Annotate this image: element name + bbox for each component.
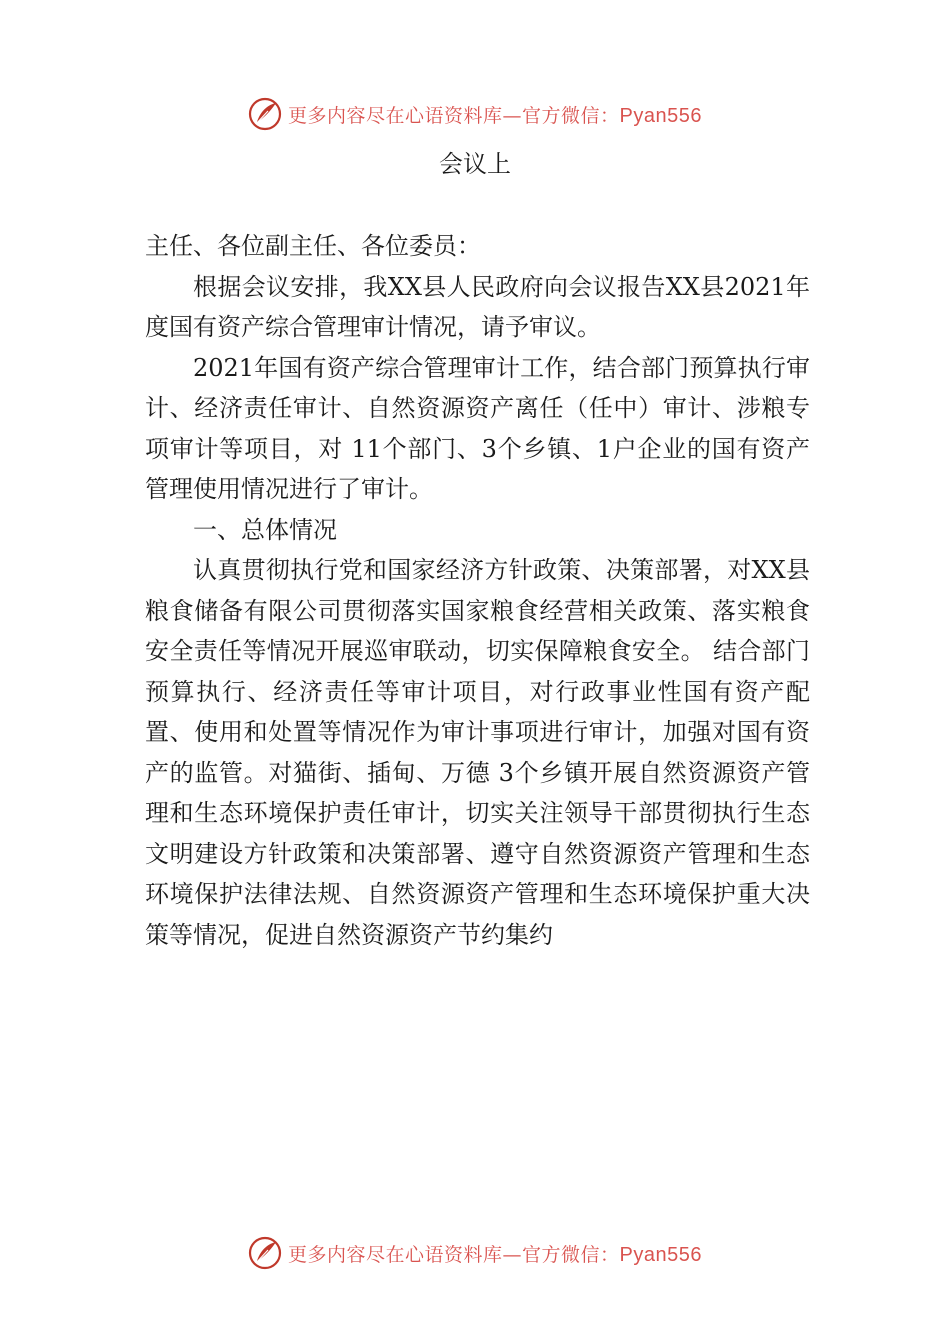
footer-banner [0,1233,950,1273]
document-body [145,226,810,955]
header-banner [0,94,950,134]
banner-text [288,1240,702,1267]
section-heading: 一、总体情况 [193,515,337,544]
salutation: 主任、各位副主任、各位委员： [145,232,481,260]
body-paragraph: 2021年国有资产综合管理审计工作，结合部门预算执行审计、经济责任审计、自然资源资产离任（任中）审计、涉粮专项审计等项目，对 11个部门、3个乡镇、1户企业的国有资产管理使用情况进行了审计。 [145,353,810,503]
banner-label: 更多内容尽在心语资料库—官方微信： [288,1243,620,1266]
banner-label: 更多内容尽在心语资料库—官方微信： [288,104,620,127]
banner-wechat-id: Pyan556 [619,104,702,127]
body-paragraph: 认真贯彻执行党和国家经济方针政策、决策部署，对XX县粮食储备有限公司贯彻落实国家粮食经营相关政策、落实粮食安全责任等情况开展巡审联动，切实保障粮食安全。 结合部门预算执行、经济责任等审计项目，对行政事业性国有资产配置、使用和处置等情况作为审计事项进行审计，加强对国有资产的监管。对猫街、插甸、万德 3个乡镇开展自然资源资产管理和生态环境保护责任审计，切实关注领导干部贯彻执行生态文明建设方针政策和决策部署、遵守自然资源资产管理和生态环境保护法律法规、自然资源资产管理和生态环境保护重大决策等情况，促进自然资源资产节约集约 [145,556,810,949]
body-paragraph: 根据会议安排，我XX县人民政府向会议报告XX县2021年度国有资产综合管理审计情况，请予审议。 [145,272,810,341]
document-title: 会议上 [439,150,511,178]
red-feather-logo-icon [248,1236,282,1270]
banner-wechat-id: Pyan556 [619,1243,702,1266]
red-feather-logo-icon [248,97,282,131]
banner-text [288,101,702,128]
